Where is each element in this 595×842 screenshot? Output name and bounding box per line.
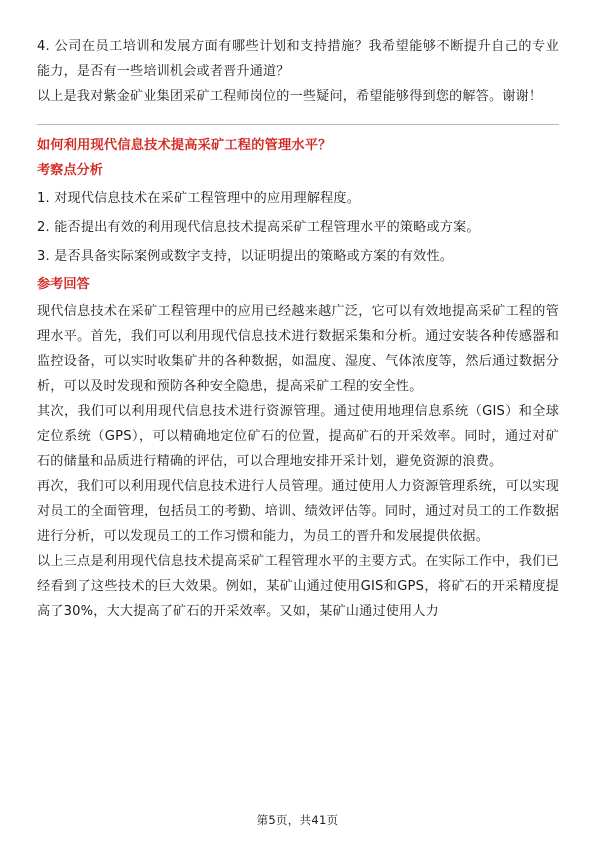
answer-body	[37, 299, 559, 624]
intro-paragraph: 4. 公司在员工培训和发展方面有哪些计划和支持措施？我希望能够不断提升自己的专业能力，是否有一些培训机会或者晋升通道？	[37, 39, 559, 79]
answer-heading: 参考回答	[37, 277, 90, 292]
analysis-point: 1. 对现代信息技术在采矿工程管理中的应用理解程度。	[37, 191, 361, 206]
answer-paragraph: 其次，我们可以利用现代信息技术进行资源管理。通过使用地理信息系统（GIS）和全球定位系统（GPS），可以精确地定位矿石的位置，提高矿石的开采效率。同时，通过对矿石的储量和品质进行精确的评估，可以合理地安排开采计划，避免资源的浪费。	[37, 404, 559, 469]
intro-paragraph: 以上是我对紫金矿业集团采矿工程师岗位的一些疑问，希望能够得到您的解答。谢谢！	[37, 89, 543, 104]
question-title: 如何利用现代信息技术提高采矿工程的管理水平？	[37, 138, 332, 153]
answer-paragraph: 以上三点是利用现代信息技术提高采矿工程管理水平的主要方式。在实际工作中，我们已经看到了这些技术的巨大效果。例如，某矿山通过使用GIS和GPS，将矿石的开采精度提高了30%，大大提高了矿石的开采效率。又如，某矿山通过使用人力	[37, 554, 559, 619]
analysis-point: 2. 能否提出有效的利用现代信息技术提高采矿工程管理水平的策略或方案。	[37, 220, 480, 235]
intro-block	[37, 34, 559, 109]
answer-paragraph: 现代信息技术在采矿工程管理中的应用已经越来越广泛，它可以有效地提高采矿工程的管理水平。首先，我们可以利用现代信息技术进行数据采集和分析。通过安装各种传感器和监控设备，可以实时收集矿井的各种数据，如温度、湿度、气体浓度等，然后通过数据分析，可以及时发现和预防各种安全隐患，提高采矿工程的安全性。	[37, 304, 559, 394]
page-number: 第5页，共41页	[256, 813, 339, 827]
section-divider	[37, 124, 559, 125]
page-content	[37, 34, 559, 624]
analysis-point: 3. 是否具备实际案例或数字支持，以证明提出的策略或方案的有效性。	[37, 249, 454, 264]
analysis-heading: 考察点分析	[37, 163, 103, 178]
answer-paragraph: 再次，我们可以利用现代信息技术进行人员管理。通过使用人力资源管理系统，可以实现对员工的全面管理，包括员工的考勤、培训、绩效评估等。同时，通过对员工的工作数据进行分析，可以发现员工的工作习惯和能力，为员工的晋升和发展提供依据。	[37, 479, 559, 544]
analysis-points	[37, 187, 559, 269]
